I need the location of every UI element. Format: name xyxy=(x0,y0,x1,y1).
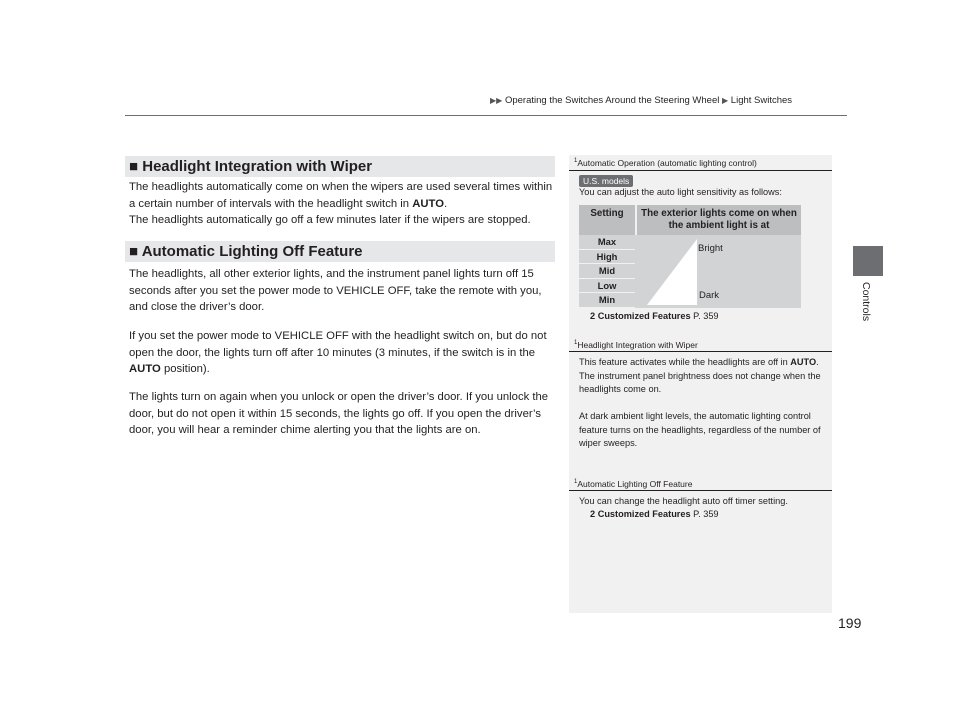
breadcrumb-item: Light Switches xyxy=(730,95,793,106)
reference-page: P. 359 xyxy=(690,311,719,321)
paragraph-text: . xyxy=(444,197,448,210)
section-heading-text: Automatic Lighting Off Feature xyxy=(141,243,363,260)
dark-label: Dark xyxy=(699,290,720,301)
square-bullet-icon: ■ xyxy=(129,243,139,260)
note-title-text: Automatic Lighting Off Feature xyxy=(577,479,693,489)
paragraph xyxy=(129,328,554,378)
note-title xyxy=(574,479,692,489)
paragraph-text: If you set the power mode to VEHICLE OFF with the headlight switch on, but do not open the door, the lights turn off after 10 minutes (3 minutes, if the switch is in the xyxy=(129,330,547,359)
reference-title: Customized Features xyxy=(597,311,691,321)
brightness-cell xyxy=(635,235,801,308)
square-bullet-icon: ■ xyxy=(129,158,139,175)
page-reference[interactable] xyxy=(590,509,719,519)
note-text: You can adjust the auto light sensitivity as follows: xyxy=(579,187,782,197)
paragraph-text: The lights turn on again when you unlock or open the driver’s door. If you unlock the door, but do not open it within 15 seconds, the lights go off. If you open the driver’s door, you will hear a reminder chime alerting you that the lights are on. xyxy=(129,391,549,436)
reference-page: P. 359 xyxy=(690,509,719,519)
chapter-tab xyxy=(858,250,878,330)
note-text: You can change the headlight auto off timer setting. xyxy=(579,496,788,506)
emphasis: AUTO xyxy=(790,357,817,367)
note-text-line: At dark ambient light levels, the automatic lighting control feature turns on the headlights, regardless of the number of wiper sweeps. xyxy=(579,411,821,448)
header-divider xyxy=(125,115,847,116)
table-header xyxy=(579,205,801,235)
emphasis: AUTO xyxy=(129,363,161,375)
table-header-cell: The exterior lights come on when the ambient light is at xyxy=(637,205,801,235)
note-text-line: The instrument panel brightness does not change when the headlights come on. xyxy=(579,370,821,394)
note-divider xyxy=(569,170,832,171)
table-cell: Low xyxy=(579,279,635,294)
note-marker: 1 xyxy=(574,479,578,486)
page-number: 199 xyxy=(838,615,862,631)
note-divider xyxy=(569,351,832,352)
note-title xyxy=(574,340,698,350)
page-reference[interactable] xyxy=(590,311,719,321)
arrow-ref-icon: 2 xyxy=(590,311,596,321)
section-heading-text: Headlight Integration with Wiper xyxy=(142,158,373,175)
bright-label: Bright xyxy=(698,243,723,254)
reference-title: Customized Features xyxy=(597,509,691,519)
arrow-ref-icon: 2 xyxy=(590,509,596,519)
section-heading xyxy=(125,156,555,177)
note-text-line: This feature activates while the headlights are off in xyxy=(579,357,791,367)
emphasis: AUTO xyxy=(412,197,445,210)
paragraph-text: The headlights, all other exterior lights, and the instrument panel lights turn off 15 seconds after you set the power mode to VEHICLE OFF, take the remote with you, and close the driver’s door. xyxy=(129,268,542,313)
table-cell: Min xyxy=(579,293,635,308)
paragraph-text: The headlights automatically come on when the wipers are used several times within a certain number of intervals with the headlight switch in xyxy=(129,181,553,210)
region-badge: U.S. models xyxy=(579,175,633,187)
paragraph xyxy=(129,179,554,229)
table-cell: Max xyxy=(579,235,635,250)
table-cell: High xyxy=(579,250,635,265)
paragraph xyxy=(129,266,554,316)
note-title-text: Headlight Integration with Wiper xyxy=(577,340,698,350)
note-title xyxy=(574,158,757,168)
breadcrumb xyxy=(490,95,792,106)
breadcrumb-item: Operating the Switches Around the Steering Wheel xyxy=(504,95,720,106)
note-marker: 1 xyxy=(574,340,578,347)
note-text-line: . xyxy=(816,357,819,367)
paragraph-text: position). xyxy=(160,363,210,375)
note-title-text: Automatic Operation (automatic lighting control) xyxy=(577,158,757,168)
section-heading xyxy=(125,241,555,262)
arrow-icon: ▶ xyxy=(722,96,729,105)
paragraph xyxy=(129,389,554,439)
paragraph-text: The headlights automatically go off a few minutes later if the wipers are stopped. xyxy=(129,214,531,226)
table-cell: Mid xyxy=(579,264,635,279)
table-header-cell: Setting xyxy=(579,205,635,235)
note-text xyxy=(579,356,824,451)
note-divider xyxy=(569,490,832,491)
note-marker: 1 xyxy=(574,158,578,165)
double-arrow-icon: ▶▶ xyxy=(490,96,503,105)
chapter-tab-label: Controls xyxy=(860,282,872,322)
